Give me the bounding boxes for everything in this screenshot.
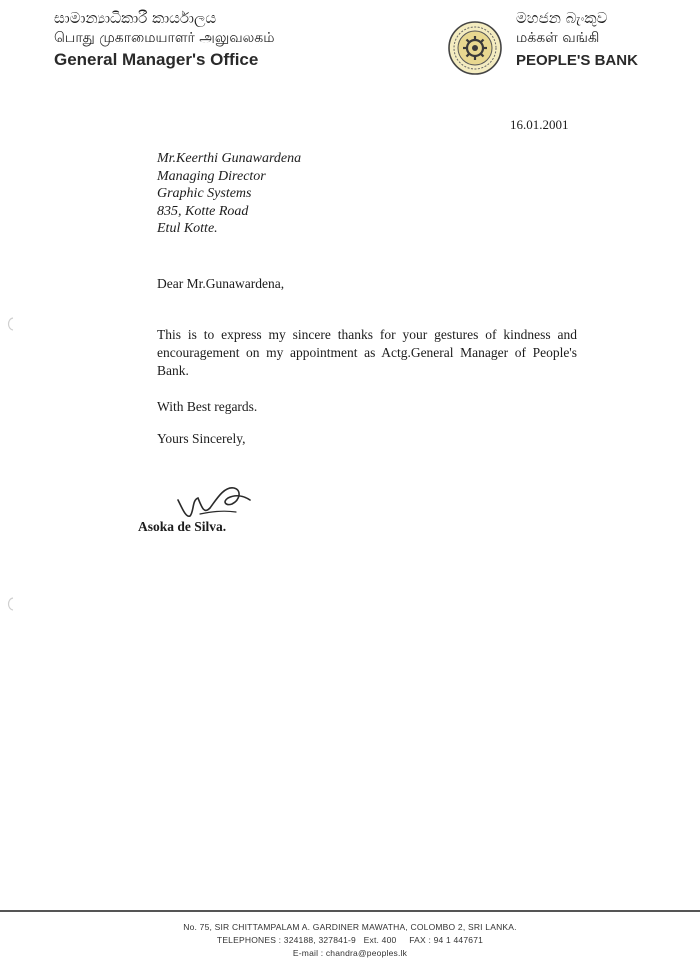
closing-line: Yours Sincerely,	[157, 431, 246, 446]
recipient-title: Managing Director	[157, 168, 266, 184]
bank-name-tamil: மக்கள் வங்கி	[516, 30, 600, 46]
office-name-english: General Manager's Office	[54, 50, 259, 69]
bank-name-english: PEOPLE'S BANK	[516, 52, 638, 69]
letter-date: 16.01.2001	[510, 117, 569, 132]
footer-address: No. 75, SIR CHITTAMPALAM A. GARDINER MAWATHA, COLOMBO 2, SRI LANKA.	[183, 922, 517, 932]
recipient-city: Etul Kotte.	[157, 221, 218, 236]
recipient-address	[157, 150, 301, 238]
footer-email: E-mail : chandra@peoples.lk	[292, 948, 408, 958]
footer-telephones: TELEPHONES : 324188, 327841-9 Ext. 400 FAX : 94 1 447671	[216, 935, 484, 945]
punch-hole-mark	[4, 596, 14, 612]
signer-name: Asoka de Silva.	[138, 519, 227, 534]
bank-name-sinhala: මහජන බැංකුව	[516, 9, 608, 27]
office-heading	[54, 8, 275, 71]
recipient-company: Graphic Systems	[157, 186, 252, 201]
letterhead-footer	[0, 921, 700, 960]
regards-line: With Best regards.	[157, 399, 258, 414]
footer-rule	[0, 910, 700, 912]
salutation: Dear Mr.Gunawardena,	[157, 276, 285, 291]
letter-body: This is to express my sincere thanks for your gestures of kindness and encouragement on my appointment as Actg.General Manager of People's Bank.	[157, 327, 577, 378]
bank-seal-icon	[447, 20, 503, 76]
office-name-tamil: பொது முகாமையாளர் அலுவலகம்	[54, 30, 275, 46]
recipient-street: 835, Kotte Road	[157, 203, 249, 219]
punch-hole-mark	[4, 316, 14, 332]
recipient-name: Mr.Keerthi Gunawardena	[157, 151, 302, 166]
bank-heading	[516, 8, 638, 72]
office-name-sinhala: සාමාන්‍යාධිකාරී කාර්යාලය	[54, 9, 217, 27]
